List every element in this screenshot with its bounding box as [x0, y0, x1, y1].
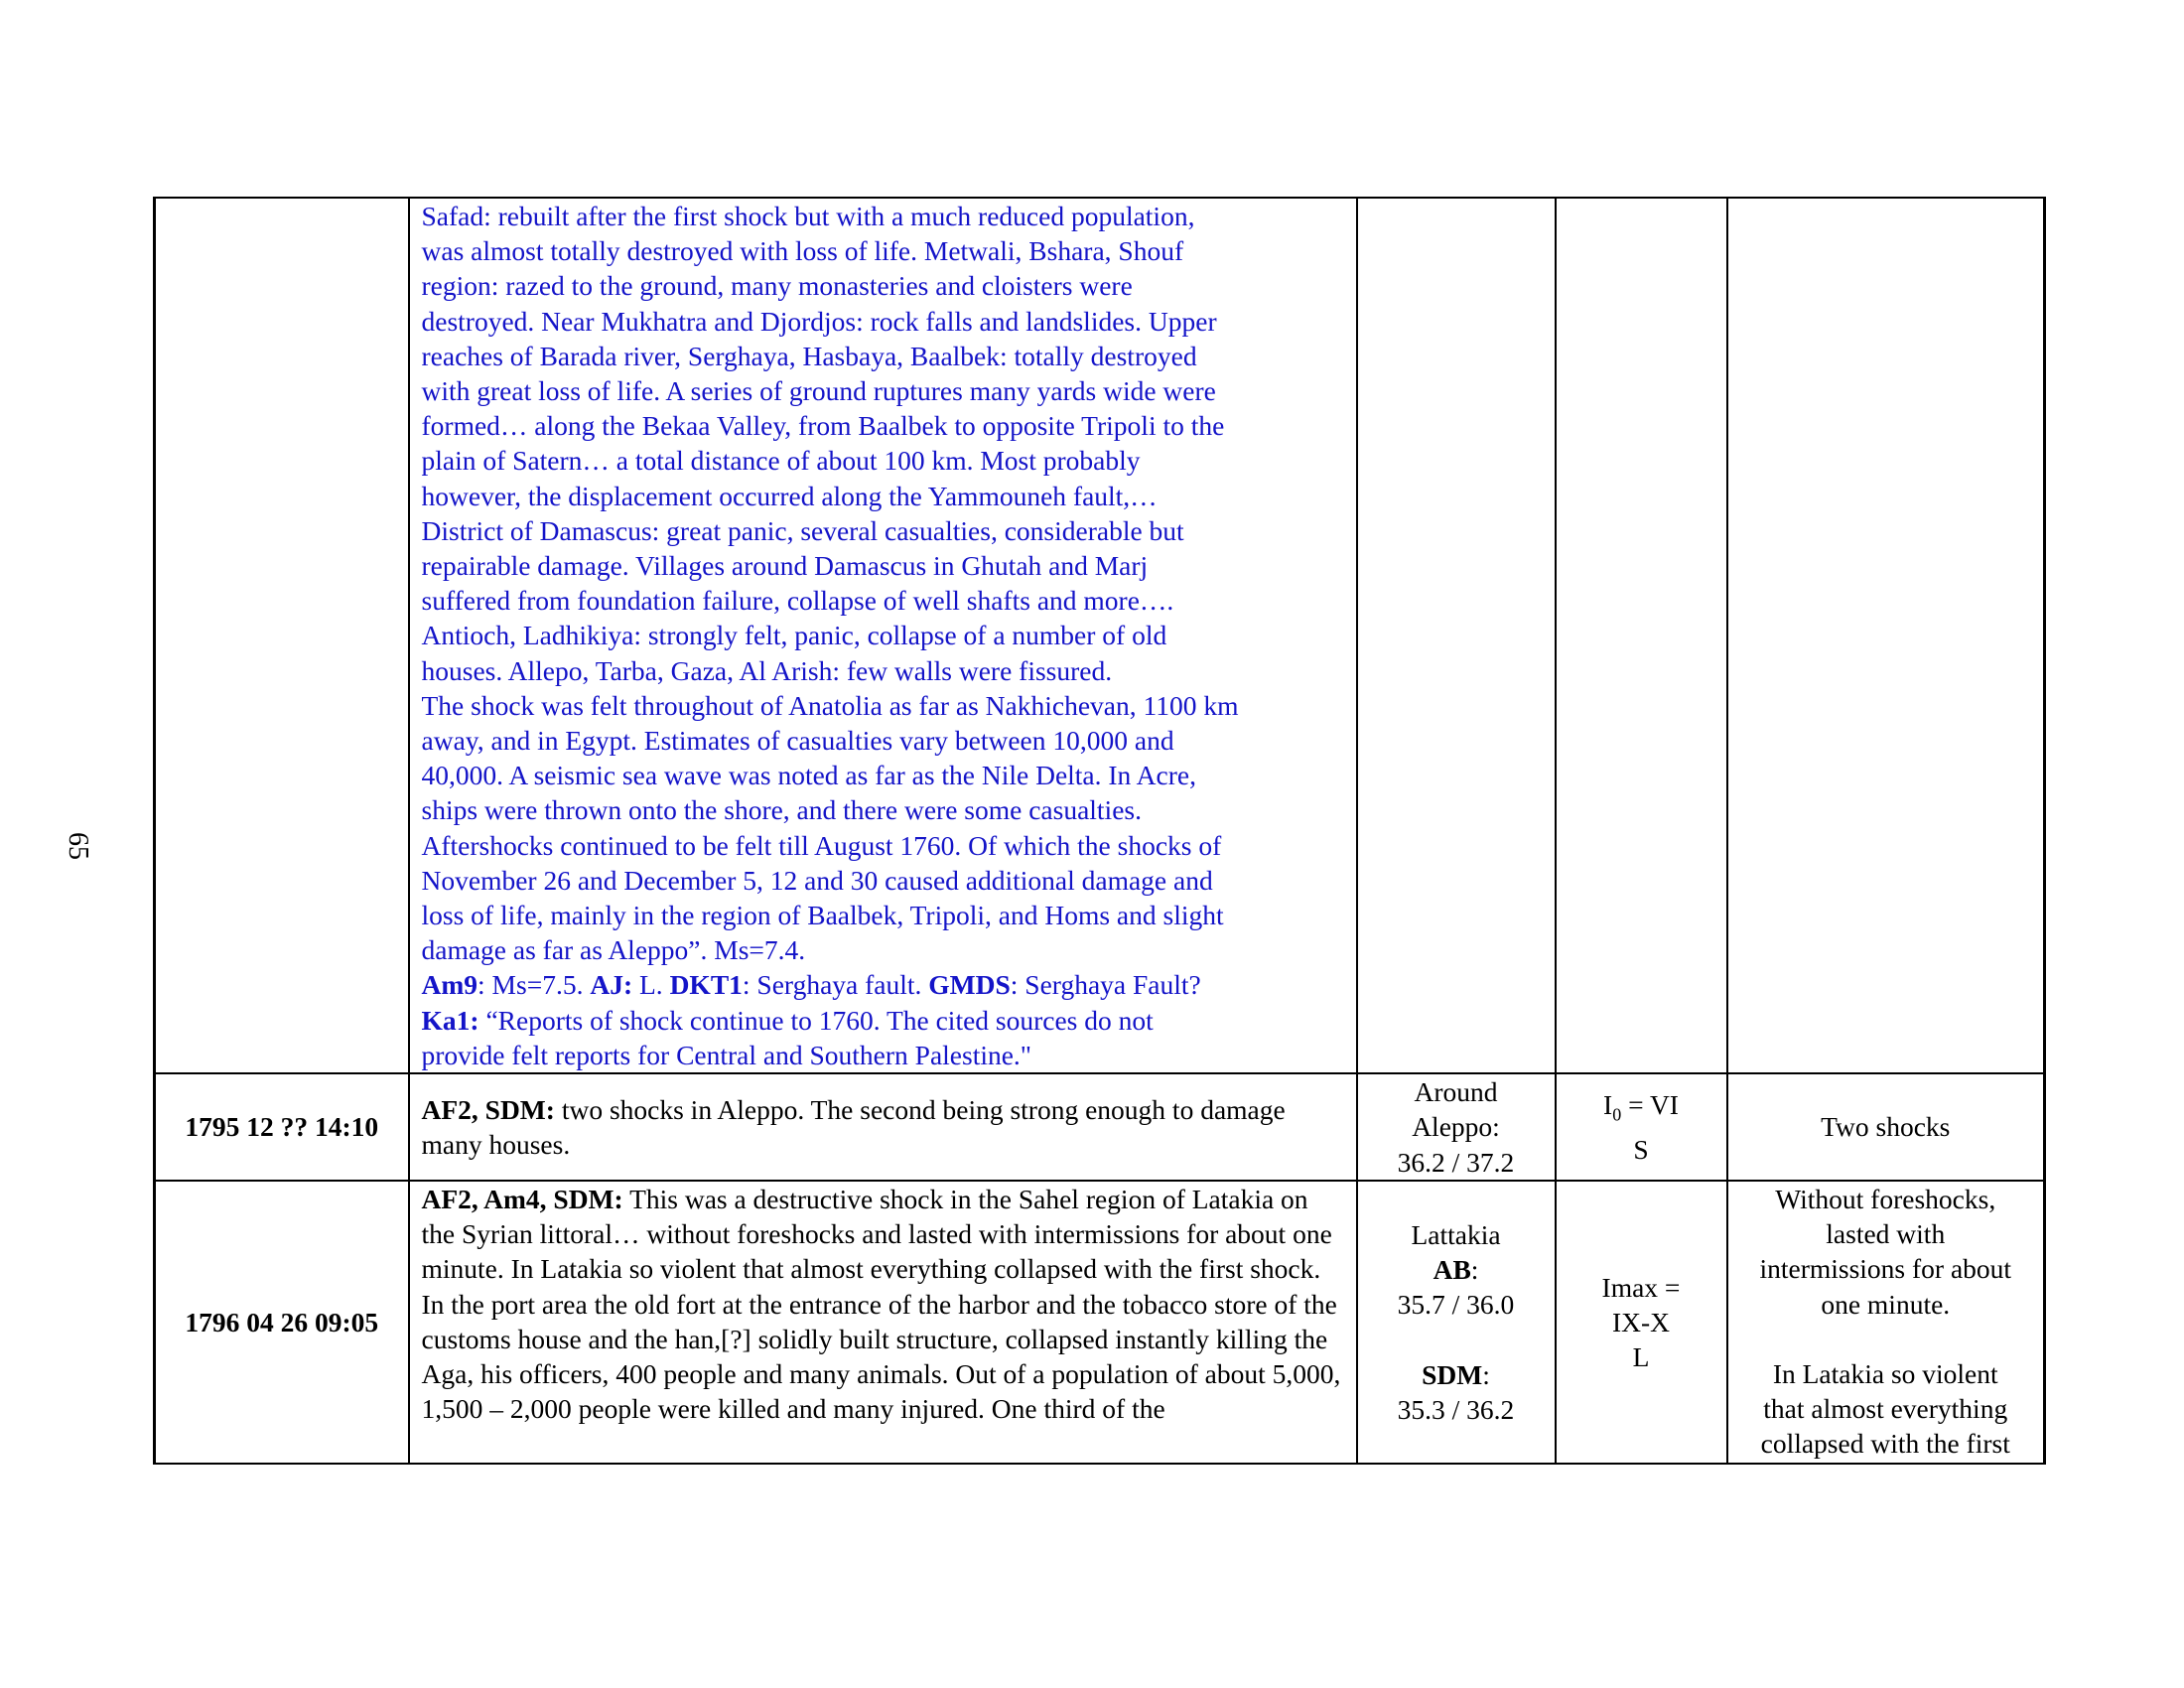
notes-line: collapsed with the first [1760, 1428, 2010, 1460]
description-line: reaches of Barada river, Serghaya, Hasbaya, Baalbek: totally destroyed [421, 340, 1197, 371]
source-notes-line [422, 1003, 1344, 1038]
intensity-line: IX-X [1611, 1306, 1671, 1337]
description-cell [409, 1181, 1357, 1464]
table-row [155, 1181, 2045, 1464]
description-line: Aftershocks continued to be felt till August 1760. Of which the shocks of [421, 829, 1222, 861]
description-line: Safad: rebuilt after the first shock but with a much reduced population, [421, 201, 1195, 231]
location-line: Around [1414, 1076, 1498, 1108]
source-text: : Ms=7.5. [478, 969, 591, 1001]
notes-cell: Two shocks [1727, 1073, 2045, 1181]
intensity-value: $I_0$ = VI [1603, 1088, 1679, 1125]
source-label: Ka1: [421, 1004, 479, 1036]
source-text: : Serghaya fault. [742, 969, 929, 1001]
description-line: with great loss of life. A series of ground ruptures many yards wide were [421, 375, 1216, 407]
location-cell [1357, 1073, 1556, 1181]
description-lines [422, 199, 1344, 967]
notes-line: one minute. [1821, 1288, 1951, 1320]
description-line: suffered from foundation failure, collapse of well shafts and more…. [421, 585, 1174, 617]
description-line: away, and in Egypt. Estimates of casualties vary between 10,000 and [421, 725, 1174, 757]
source-text: “Reports of shock continue to 1760. The cited sources do not [478, 1004, 1154, 1036]
source-label: AJ: [590, 969, 633, 1001]
location-cell [1357, 198, 1556, 1073]
intensity-class: S [1633, 1134, 1649, 1166]
source-text: : Serghaya Fault? [1010, 969, 1201, 1001]
description-line: region: razed to the ground, many monasteries and cloisters were [421, 270, 1133, 302]
notes-line: lasted with [1826, 1218, 1946, 1250]
description-line: was almost totally destroyed with loss of life. Metwali, Bshara, Shouf [421, 235, 1184, 267]
description-text: two shocks in Aleppo. The second being strong enough to damage many houses. [421, 1093, 1286, 1161]
notes-line: Without foreshocks, [1775, 1184, 1996, 1215]
coordinates: 35.3 / 36.2 [1397, 1393, 1515, 1425]
intensity-cell [1556, 198, 1727, 1073]
description-cell [409, 198, 1357, 1073]
description-line: 40,000. A seismic sea wave was noted as far as the Nile Delta. In Acre, [421, 760, 1196, 791]
source-coord-label: AB: [1433, 1254, 1479, 1286]
source-label: DKT1 [669, 969, 743, 1001]
location-cell [1357, 1181, 1556, 1464]
description-line: Antioch, Ladhikiya: strongly felt, panic, collapse of a number of old [421, 620, 1167, 651]
description-line: formed… along the Bekaa Valley, from Baalbek to opposite Tripoli to the [421, 410, 1225, 442]
description-line: The shock was felt throughout of Anatolia as far as Nakhichevan, 1100 km [421, 689, 1239, 721]
table-row [155, 1073, 2045, 1181]
location-line: Aleppo: [1412, 1111, 1500, 1143]
source-notes-line [422, 967, 1344, 1002]
source-label: AF2, SDM: [421, 1093, 555, 1125]
description-text: This was a destructive shock in the Sahel region of Latakia on the Syrian littoral… without foreshocks and lasted with intermissions for about one minute. In Latakia so violent that almost everything collapsed with the first shock. In the port area the old fort at the entrance of the harbor and the tobacco store of the customs house and the han,[?] solidly built structure, collapsed instantly killing the Aga, his officers, 400 people and many animals. Out of a population of about 5,000, 1,500 – 2,000 people were killed and many injured. One third of the [421, 1184, 1341, 1425]
source-label: AF2, Am4, SDM: [421, 1184, 623, 1215]
description-line: District of Damascus: great panic, several casualties, considerable but [421, 514, 1184, 546]
table-row [155, 198, 2045, 1073]
source-coord-label: SDM: [1422, 1358, 1490, 1390]
notes-line: intermissions for about [1759, 1253, 2012, 1285]
description-line: however, the displacement occurred along the Yammouneh fault,… [421, 480, 1158, 511]
description-line: damage as far as Aleppo”. Ms=7.4. [421, 934, 806, 966]
location-line: Lattakia [1411, 1218, 1501, 1250]
source-label: GMDS [928, 969, 1011, 1001]
date-cell: 1795 12 ?? 14:10 [155, 1073, 409, 1181]
description-line: loss of life, mainly in the region of Baalbek, Tripoli, and Homs and slight [421, 900, 1224, 931]
description-line: ships were thrown onto the shore, and there were some casualties. [421, 794, 1142, 826]
intensity-cell [1556, 1181, 1727, 1464]
description-line: destroyed. Near Mukhatra and Djordjos: rock falls and landslides. Upper [421, 305, 1217, 337]
notes-cell [1727, 1181, 2045, 1464]
notes-cell [1727, 198, 2045, 1073]
notes-line: In Latakia so violent [1772, 1358, 1998, 1390]
intensity-line: Imax = [1601, 1271, 1681, 1303]
source-notes-line: provide felt reports for Central and Southern Palestine." [421, 1039, 1032, 1070]
description-cell [409, 1073, 1357, 1181]
description-line: repairable damage. Villages around Damascus in Ghutah and Marj [421, 550, 1149, 582]
date-cell: 1796 04 26 09:05 [155, 1181, 409, 1464]
page-number: 65 [63, 832, 93, 860]
intensity-line: L [1632, 1341, 1650, 1373]
notes-line: that almost everything [1763, 1393, 2008, 1425]
source-text: L. [632, 969, 670, 1001]
description-line: November 26 and December 5, 12 and 30 caused additional damage and [421, 864, 1213, 896]
coordinates: 36.2 / 37.2 [1397, 1146, 1515, 1178]
description-line: houses. Allepo, Tarba, Gaza, Al Arish: few walls were fissured. [421, 654, 1113, 686]
intensity-cell [1556, 1073, 1727, 1181]
coordinates: 35.7 / 36.0 [1397, 1289, 1515, 1321]
earthquake-catalog-table [153, 197, 2046, 1465]
source-label: Am9 [421, 969, 478, 1001]
date-cell [155, 198, 409, 1073]
description-line: plain of Satern… a total distance of about 100 km. Most probably [421, 445, 1141, 477]
